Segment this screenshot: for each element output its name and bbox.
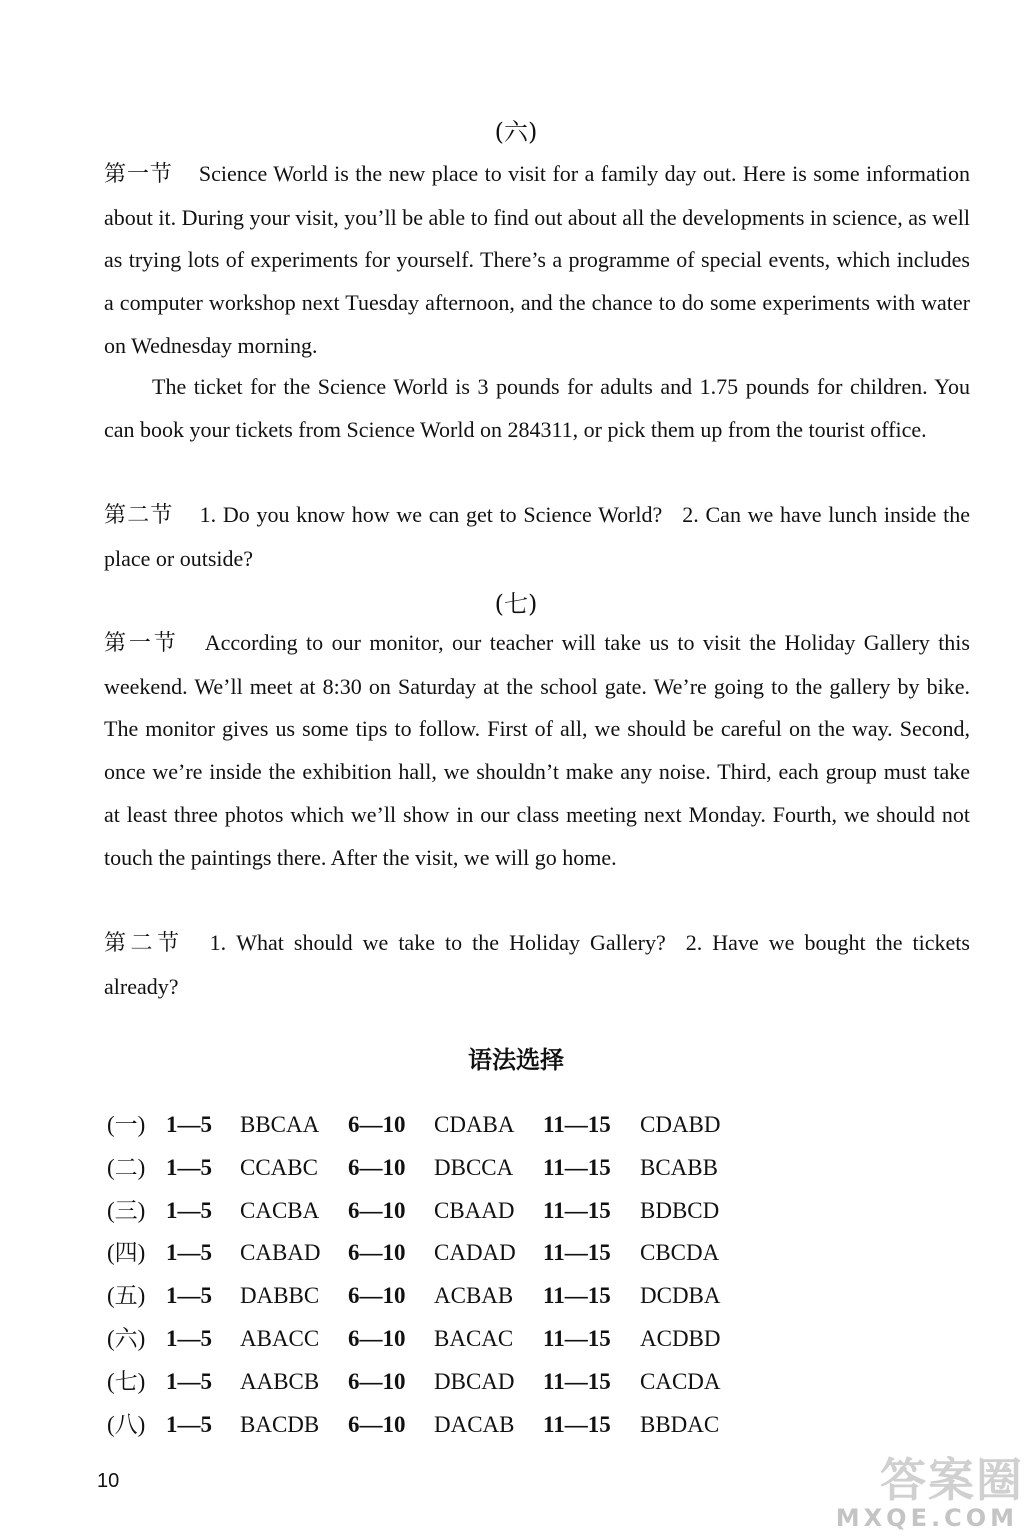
range-label: 1—5: [166, 1283, 212, 1309]
question-one: 1. What should we take to the Holiday Gallery?: [209, 930, 666, 955]
range-label: 1—5: [166, 1197, 212, 1223]
answers: BACAC: [434, 1325, 514, 1351]
watermark-text: 答案圈: [880, 1453, 1024, 1507]
answers: CBCDA: [640, 1240, 720, 1266]
set-number: (三): [107, 1197, 146, 1223]
answers: CDABA: [434, 1112, 515, 1137]
set-number: (七): [107, 1368, 146, 1394]
answers: CABAD: [240, 1240, 321, 1266]
range-label: 6—10: [348, 1325, 406, 1351]
range-label: 6—10: [348, 1154, 406, 1180]
answers: CBAAD: [434, 1197, 515, 1223]
answers: DABBC: [240, 1283, 320, 1309]
part-seven-heading: (七): [494, 590, 538, 618]
question-one: 1. Do you know how we can get to Science World?: [199, 502, 663, 527]
range-label: 1—5: [166, 1411, 212, 1437]
range-label: 11—15: [543, 1411, 611, 1437]
answers: ABACC: [240, 1325, 320, 1351]
watermark-logo: [835, 1444, 1024, 1532]
range-label: 1—5: [166, 1154, 212, 1180]
part-six-heading: (六): [494, 118, 538, 146]
page-number: 10: [97, 1470, 120, 1492]
range-label: 6—10: [348, 1112, 406, 1137]
answers: DBCCA: [434, 1154, 514, 1180]
answers: CACBA: [240, 1197, 320, 1223]
answers: CDABD: [640, 1112, 721, 1137]
answers: ACDBD: [640, 1325, 721, 1351]
question-two: 2. Can we have lunch inside the place or outside?: [104, 502, 970, 571]
range-label: 6—10: [348, 1411, 406, 1437]
part-six-section-two-questions: [104, 494, 970, 580]
answers: AABCB: [240, 1368, 320, 1394]
range-label: 11—15: [543, 1240, 611, 1266]
range-label: 11—15: [543, 1325, 611, 1351]
part-six-section-one-paragraph-two: The ticket for the Science World is 3 pounds for adults and 1.75 pounds for children. You can book your tickets from Science World on 284311, or pick them up from the tourist office.: [104, 374, 970, 442]
answers: DBCAD: [434, 1368, 515, 1394]
answers: CADAD: [434, 1240, 516, 1266]
section-two-label: 第二节: [104, 503, 174, 528]
answers: CCABC: [240, 1154, 318, 1180]
range-label: 1—5: [166, 1240, 212, 1266]
grammar-section-title: 语法选择: [468, 1046, 564, 1074]
range-label: 1—5: [166, 1112, 212, 1137]
set-number: (一): [107, 1112, 146, 1137]
passage-paragraph: According to our monitor, our teacher will take us to visit the Holiday Gallery this weekend. We’ll meet at 8:30 on Saturday at the school gate. We’re going to the gallery by bike. The monitor gives us some tips to follow. First of all, we should be careful on the way. Second, once we’re inside the exhibition hall, we shouldn’t make any noise. Third, each group must take at least three photos which we’ll show in our class meeting next Monday. Fourth, we should not touch the paintings there. After the visit, we will go home.: [104, 630, 970, 870]
range-label: 6—10: [348, 1368, 406, 1394]
range-label: 11—15: [543, 1154, 611, 1180]
watermark-url: MXQE.COM: [835, 1504, 1018, 1532]
range-label: 6—10: [348, 1197, 406, 1223]
range-label: 11—15: [543, 1368, 611, 1394]
question-two: 2. Have we bought the tickets already?: [104, 930, 970, 999]
section-one-label: 第一节: [104, 162, 173, 187]
set-number: (六): [107, 1325, 146, 1351]
answers: CACDA: [640, 1368, 721, 1394]
part-seven-section-one-passage: [104, 622, 970, 879]
part-six-section-one-passage: [104, 153, 970, 368]
answers: DCDBA: [640, 1283, 721, 1309]
range-label: 11—15: [543, 1112, 611, 1137]
part-seven-section-two-questions: [104, 922, 970, 1008]
set-number: (五): [107, 1283, 146, 1309]
answers: DACAB: [434, 1411, 515, 1437]
range-label: 11—15: [543, 1283, 611, 1309]
range-label: 11—15: [543, 1197, 611, 1223]
answers: BBCAA: [240, 1112, 320, 1137]
answers: BACDB: [240, 1411, 320, 1437]
range-label: 6—10: [348, 1240, 406, 1266]
answers: BDBCD: [640, 1197, 720, 1223]
section-two-label: 第二节: [104, 931, 184, 956]
answers: BCABB: [640, 1154, 718, 1180]
section-one-label: 第一节: [104, 631, 179, 656]
range-label: 1—5: [166, 1325, 212, 1351]
answers: BBDAC: [640, 1411, 720, 1437]
range-label: 1—5: [166, 1368, 212, 1394]
set-number: (四): [107, 1240, 146, 1266]
answers: ACBAB: [434, 1283, 514, 1309]
passage-paragraph: Science World is the new place to visit for a family day out. Here is some information about it. During your visit, you’ll be able to find out about all the developments in science, as well as trying lots of experiments for yourself. There’s a programme of special events, which includes a computer workshop next Tuesday afternoon, and the chance to do some experiments with water on Wednesday morning.: [104, 161, 970, 358]
set-number: (二): [107, 1154, 146, 1180]
set-number: (八): [107, 1411, 146, 1437]
range-label: 6—10: [348, 1283, 406, 1309]
